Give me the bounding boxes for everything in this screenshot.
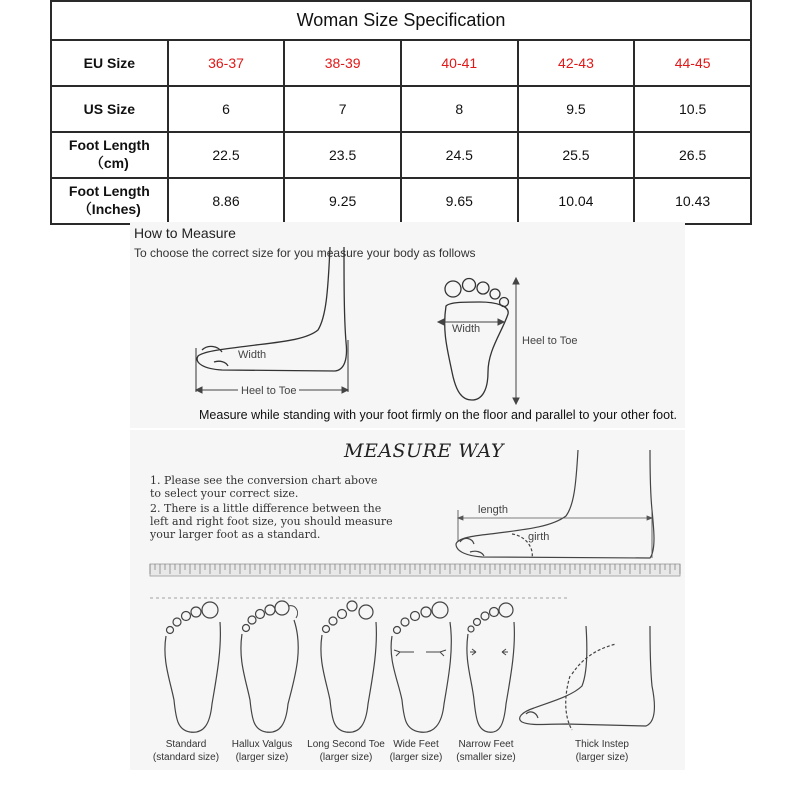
foot-type-hallux-valgus <box>222 738 302 764</box>
table-row <box>51 40 751 86</box>
how-to-subheading: To choose the correct size for you measure your body as follows <box>134 246 476 260</box>
how-to-measure-panel <box>130 222 685 428</box>
foot-types-illustration <box>130 430 685 770</box>
foot-type-standard <box>146 738 226 764</box>
table-cell: 9.65 <box>401 178 518 224</box>
sole-heel-to-toe-label: Heel to Toe <box>522 335 578 347</box>
long-second-toe-foot-outline <box>321 601 376 732</box>
table-row <box>51 86 751 132</box>
foot-type-note: (larger size) <box>235 752 289 763</box>
table-cell: 23.5 <box>284 132 401 178</box>
table-cell: 42-43 <box>518 40 635 86</box>
hallux-valgus-foot-outline <box>241 601 298 732</box>
sole-width-label: Width <box>452 323 481 335</box>
foot-type-note: (smaller size) <box>456 752 516 763</box>
table-cell: 7 <box>284 86 401 132</box>
table-cell: 22.5 <box>168 132 285 178</box>
foot-type-name: Wide Feet <box>393 739 439 750</box>
side-width-label: Width <box>238 349 267 361</box>
foot-type-note: (larger size) <box>319 752 373 763</box>
girth-label: girth <box>528 531 550 543</box>
table-cell: 24.5 <box>401 132 518 178</box>
narrow-feet-outline <box>467 603 515 732</box>
thick-instep-foot-outline <box>520 626 655 730</box>
table-cell: 26.5 <box>634 132 751 178</box>
table-cell: 8.86 <box>168 178 285 224</box>
foot-type-name: Narrow Feet <box>458 739 514 750</box>
measure-note: Measure while standing with your foot firmly on the floor and parallel to your other foot. <box>199 408 678 422</box>
table-cell: 25.5 <box>518 132 635 178</box>
table-row <box>51 132 751 178</box>
table-cell: 40-41 <box>401 40 518 86</box>
foot-type-note: (larger size) <box>389 752 443 763</box>
standard-foot-outline <box>165 602 220 732</box>
table-cell: 8 <box>401 86 518 132</box>
table-cell: 6 <box>168 86 285 132</box>
table-cell: 9.25 <box>284 178 401 224</box>
table-cell: 10.5 <box>634 86 751 132</box>
row-header: Foot Length（Inches) <box>51 178 168 224</box>
side-heel-to-toe-label: Heel to Toe <box>238 385 299 397</box>
table-row <box>51 178 751 224</box>
foot-type-note: (standard size) <box>152 752 220 763</box>
table-cell: 9.5 <box>518 86 635 132</box>
table-cell: 10.43 <box>634 178 751 224</box>
measure-way-panel <box>130 430 685 770</box>
foot-type-name: Standard <box>165 739 207 750</box>
table-cell: 44-45 <box>634 40 751 86</box>
table-cell: 36-37 <box>168 40 285 86</box>
row-header: US Size <box>51 86 168 132</box>
foot-type-name: Thick Instep <box>575 739 629 750</box>
row-header: Foot Length（cm) <box>51 132 168 178</box>
table-cell: 10.04 <box>518 178 635 224</box>
step-2-text: 2. There is a little difference between the left and right foot size, you should measure your larger foot as a standard. <box>150 502 393 541</box>
row-header: EU Size <box>51 40 168 86</box>
table-title: Woman Size Specification <box>51 1 751 40</box>
measure-way-title: MEASURE WAY <box>344 440 504 462</box>
foot-type-thick-instep <box>562 738 642 764</box>
wide-feet-outline <box>391 602 451 732</box>
table-title-row <box>51 1 751 40</box>
step-1-text: 1. Please see the conversion chart above to select your correct size. <box>150 474 378 500</box>
sole-foot-illustration <box>130 222 685 428</box>
size-table <box>50 0 752 225</box>
how-to-heading: How to Measure <box>134 225 236 241</box>
foot-type-name: Long Second Toe <box>307 739 385 750</box>
foot-type-narrow-feet <box>446 738 526 764</box>
foot-type-wide-feet <box>376 738 456 764</box>
foot-type-note: (larger size) <box>575 752 629 763</box>
table-cell: 38-39 <box>284 40 401 86</box>
length-label: length <box>478 504 508 516</box>
foot-type-name: Hallux Valgus <box>231 739 293 750</box>
